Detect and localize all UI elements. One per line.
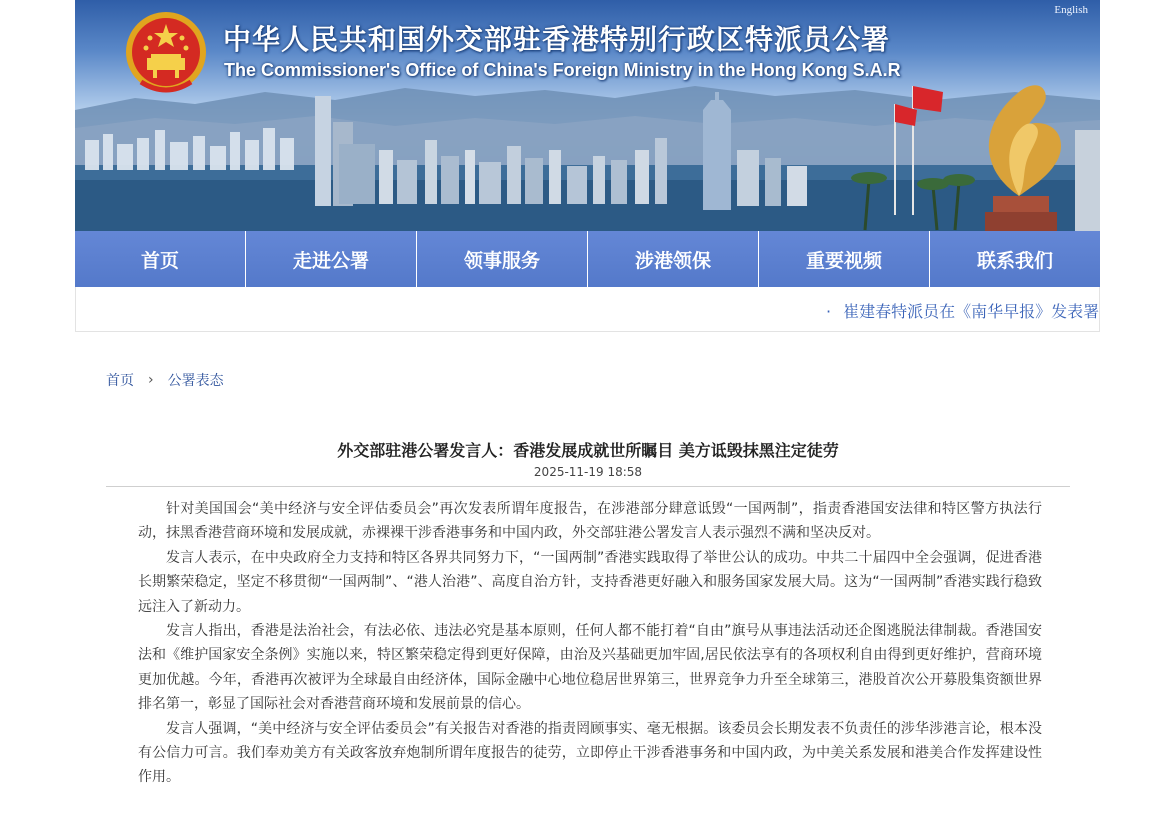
article-title: 外交部驻港公署发言人：香港发展成就世所瞩目 美方诋毁抹黑注定徒劳 xyxy=(337,441,839,460)
article-paragraph: 发言人表示，在中央政府全力支持和特区各界共同努力下，“一国两制”香港实践取得了举世公认的成功。中共二十届四中全会强调，促进香港长期繁荣稳定，坚定不移贯彻“一国两制”、“港人治港”、高度自治方针，支持香港更好融入和服务国家发展大局。这为“一国两制”香港实践行稳致远注入了新动力。 xyxy=(138,549,1042,615)
national-emblem-icon xyxy=(123,8,209,98)
breadcrumb xyxy=(106,370,224,390)
article-body xyxy=(138,497,1042,790)
news-ticker xyxy=(75,287,1100,332)
article-paragraph: 发言人指出，香港是法治社会，有法必依、违法必究是基本原则，任何人都不能打着“自由”旗号从事违法活动还企图逃脱法律制裁。香港国安法和《维护国家安全条例》实施以来，特区繁荣稳定得到更好保障，由治及兴基础更加牢固,居民依法享有的各项权利自由得到更好维护，营商环境更加优越。今年，香港再次被评为全球最自由经济体，国际金融中心地位稳居世界第三，世界竞争力升至全球第三，港股首次公开募股集资额世界排名第一，彰显了国际社会对香港营商环境和发展前景的信心。 xyxy=(138,623,1042,713)
title-divider xyxy=(106,486,1070,487)
nav-item-consular-services[interactable]: 领事服务 xyxy=(417,231,588,287)
breadcrumb-current-link[interactable]: 公署表态 xyxy=(167,373,224,389)
site-title-english: The Commissioner's Office of China's Foreign Ministry in the Hong Kong S.A.R xyxy=(224,60,901,80)
ticker-bullet: · xyxy=(826,302,832,321)
article-paragraph: 发言人强调，“美中经济与安全评估委员会”有关报告对香港的指责罔顾事实、毫无根据。该委员会长期发表不负责任的涉华涉港言论，根本没有公信力可言。我们奉劝美方有关政客放弃炮制所谓年度报告的徒劳，立即停止干涉香港事务和中国内政，为中美关系发展和港美合作发挥建设性作用。 xyxy=(138,720,1042,786)
nav-item-about-office[interactable]: 走进公署 xyxy=(246,231,417,287)
header-banner xyxy=(75,0,1100,231)
english-language-link[interactable]: English xyxy=(1054,4,1088,16)
ticker-item[interactable] xyxy=(826,299,1099,322)
breadcrumb-home-link[interactable]: 首页 xyxy=(106,373,134,389)
breadcrumb-separator-icon: › xyxy=(148,372,154,388)
main-navigation xyxy=(75,231,1100,287)
ticker-link-text[interactable]: 崔建春特派员在《南华早报》发表署 xyxy=(843,302,1100,321)
nav-item-contact-us[interactable]: 联系我们 xyxy=(930,231,1100,287)
site-title-chinese: 中华人民共和国外交部驻香港特别行政区特派员公署 xyxy=(223,23,891,56)
nav-item-home[interactable]: 首页 xyxy=(75,231,246,287)
nav-item-videos[interactable]: 重要视频 xyxy=(759,231,930,287)
article-paragraph: 针对美国国会“美中经济与安全评估委员会”再次发表所谓年度报告，在涉港部分肆意诋毁“一国两制”，指责香港国安法律和特区警方执法行动，抹黑香港营商环境和发展成就，赤裸裸干涉香港事务和中国内政，外交部驻港公署发言人表示强烈不满和坚决反对。 xyxy=(138,501,1042,542)
article-date: 2025-11-19 18:58 xyxy=(533,465,643,479)
nav-item-consular-protection[interactable]: 涉港领保 xyxy=(588,231,759,287)
